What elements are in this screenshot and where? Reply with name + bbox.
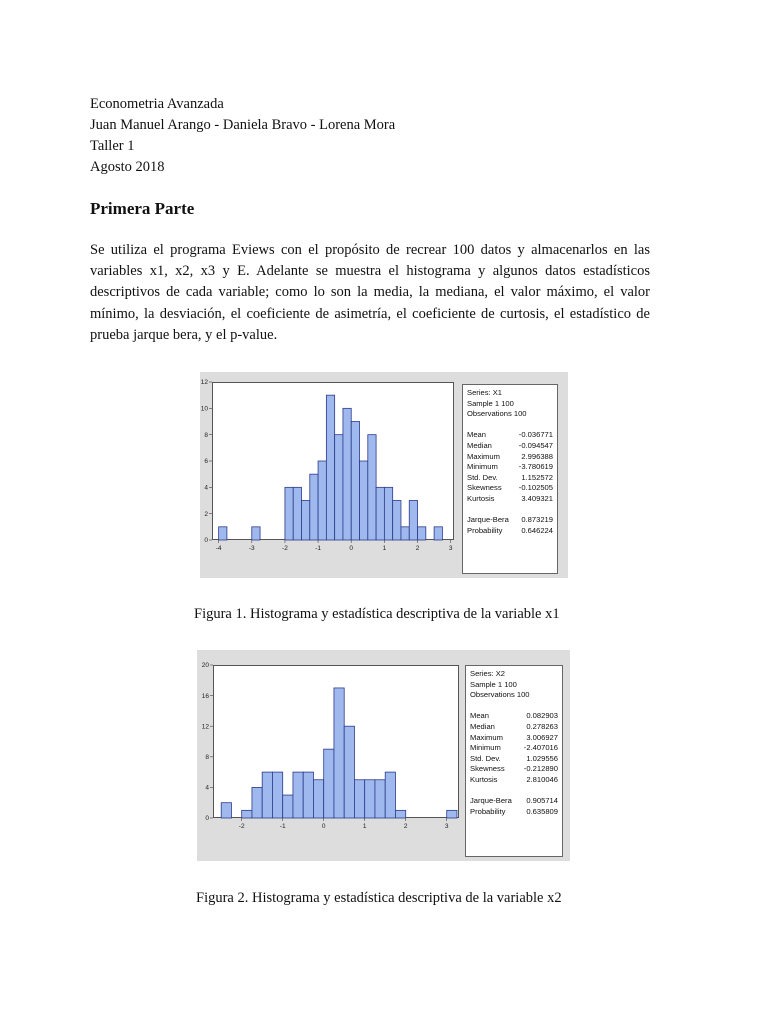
stat-maximum: Maximum 2.996388 — [467, 451, 553, 461]
stat-std-dev: Std. Dev. 1.152572 — [467, 472, 553, 482]
histogram-bar — [434, 527, 442, 540]
histogram-bar — [303, 772, 313, 818]
histogram-bar — [293, 772, 303, 818]
histogram-bar — [384, 487, 392, 540]
stat-kurtosis: Kurtosis 2.810046 — [470, 774, 558, 784]
histogram-bar — [318, 461, 326, 540]
x-tick-label: 1 — [382, 545, 387, 552]
histogram-bar — [219, 527, 227, 540]
histogram-bar — [395, 810, 405, 818]
stat-mean: Mean 0.082903 — [470, 711, 558, 721]
x-tick-label: 0 — [349, 545, 354, 552]
histogram-bar — [313, 780, 323, 818]
histogram-bar — [324, 749, 334, 818]
course-name: Econometria Avanzada — [90, 96, 224, 112]
y-tick-label: 2 — [204, 510, 208, 518]
stat-minimum: Minimum -2.407016 — [470, 743, 558, 753]
stats-sample: Sample 1 100 — [467, 398, 514, 408]
stats-series: Series: X2 — [470, 669, 506, 678]
histogram-bar — [409, 501, 417, 541]
stats-box-2 — [465, 665, 563, 857]
stat-std-dev: Std. Dev. 1.029556 — [470, 753, 558, 763]
histogram-bar — [283, 795, 293, 818]
histogram-bar — [368, 435, 376, 540]
stats-sample: Sample 1 100 — [470, 679, 517, 689]
y-tick-label: 8 — [205, 754, 209, 761]
y-tick-label: 4 — [204, 484, 208, 492]
histogram-bar — [344, 726, 354, 818]
histogram-bar — [375, 780, 385, 818]
x-tick-label: 3 — [448, 545, 453, 552]
histogram-bar — [360, 461, 368, 540]
y-tick-label: 20 — [201, 662, 209, 670]
stat-kurtosis: Kurtosis 3.409321 — [467, 493, 553, 503]
histogram-bar — [252, 527, 260, 540]
stats-observations: Observations 100 — [470, 690, 530, 700]
stat-jarque-bera: Jarque-Bera 0.873219 — [467, 515, 553, 525]
histogram-bar — [272, 772, 282, 818]
figure-2 — [197, 650, 570, 861]
assignment: Taller 1 — [90, 138, 135, 154]
histogram-bar — [302, 501, 310, 541]
histogram-bar — [310, 474, 318, 540]
stat-jarque-bera: Jarque-Bera 0.905714 — [470, 796, 558, 806]
x-tick-label: 2 — [415, 545, 420, 552]
x-tick-label: 1 — [362, 823, 367, 830]
histogram-bar — [335, 435, 343, 540]
histogram-bar — [351, 422, 359, 541]
stat-skewness: Skewness -0.102505 — [467, 483, 553, 493]
stat-skewness: Skewness -0.212890 — [470, 764, 558, 774]
stat-mean: Mean -0.036771 — [467, 430, 553, 440]
histogram-bar — [354, 780, 364, 818]
stat-median: Median 0.278263 — [470, 721, 558, 731]
x-tick-label: -2 — [238, 823, 245, 830]
authors: Juan Manuel Arango - Daniela Bravo - Lorena Mora — [90, 117, 396, 133]
histogram-bar — [401, 527, 409, 540]
stat-probability: Probability 0.635809 — [470, 806, 558, 816]
x-tick-label: 2 — [403, 823, 408, 830]
histogram-bar — [376, 487, 384, 540]
histogram-bar — [326, 395, 334, 540]
figure-1 — [200, 372, 568, 578]
y-tick-label: 0 — [204, 537, 208, 545]
histogram-bar — [293, 487, 301, 540]
histogram-bar — [221, 803, 231, 818]
y-tick-label: 12 — [200, 379, 208, 387]
histogram-bar — [334, 688, 344, 818]
section-title: Primera Parte — [90, 199, 195, 218]
stat-maximum: Maximum 3.006927 — [470, 732, 558, 742]
figure-2-caption: Figura 2. Histograma y estadística descriptiva de la variable x2 — [196, 890, 562, 906]
x-tick-label: -4 — [215, 545, 222, 552]
figure-1-caption: Figura 1. Histograma y estadística descriptiva de la variable x1 — [194, 606, 560, 622]
x-tick-label: 3 — [444, 823, 449, 830]
histogram-bar — [242, 810, 252, 818]
stats-series: Series: X1 — [467, 388, 503, 397]
histogram-bar — [262, 772, 272, 818]
y-tick-label: 6 — [204, 458, 208, 466]
y-tick-label: 0 — [205, 815, 209, 823]
date: Agosto 2018 — [90, 159, 165, 175]
stat-minimum: Minimum -3.780619 — [467, 462, 553, 472]
y-tick-label: 12 — [201, 723, 209, 731]
histogram-bar — [365, 780, 375, 818]
y-tick-label: 8 — [204, 431, 208, 439]
stats-observations: Observations 100 — [467, 409, 527, 419]
y-tick-label: 4 — [205, 784, 209, 792]
histogram-bar — [418, 527, 426, 540]
x-tick-label: -3 — [248, 545, 255, 552]
stat-probability: Probability 0.646224 — [467, 525, 553, 535]
y-tick-label: 16 — [201, 692, 209, 700]
intro-paragraph: Se utiliza el programa Eviews con el propósito de recrear 100 datos y almacenarlos en las variables x1, x2, x3 y E. Adelante se muestra el histograma y algunos datos estadísticos descriptivos de cada variable; como lo son la media, la mediana, el valor máximo, el valor mínimo, la desviación, el coeficiente de asimetría, el coeficiente de curtosis, el estadístico de prueba jarque bera, y el p-value. — [90, 242, 650, 343]
histogram-bar — [285, 487, 293, 540]
x-tick-label: -1 — [315, 545, 321, 552]
histogram-bar — [393, 501, 401, 541]
histogram-bar — [447, 810, 457, 818]
stat-median: Median -0.094547 — [467, 440, 553, 450]
histogram-bar — [252, 787, 262, 818]
x-tick-label: -1 — [279, 823, 286, 830]
y-tick-label: 10 — [200, 405, 208, 413]
x-tick-label: 0 — [321, 823, 326, 830]
x-tick-label: -2 — [282, 545, 288, 552]
stats-box-1 — [462, 384, 558, 574]
histogram-bar — [343, 408, 351, 540]
histogram-bar — [385, 772, 395, 818]
